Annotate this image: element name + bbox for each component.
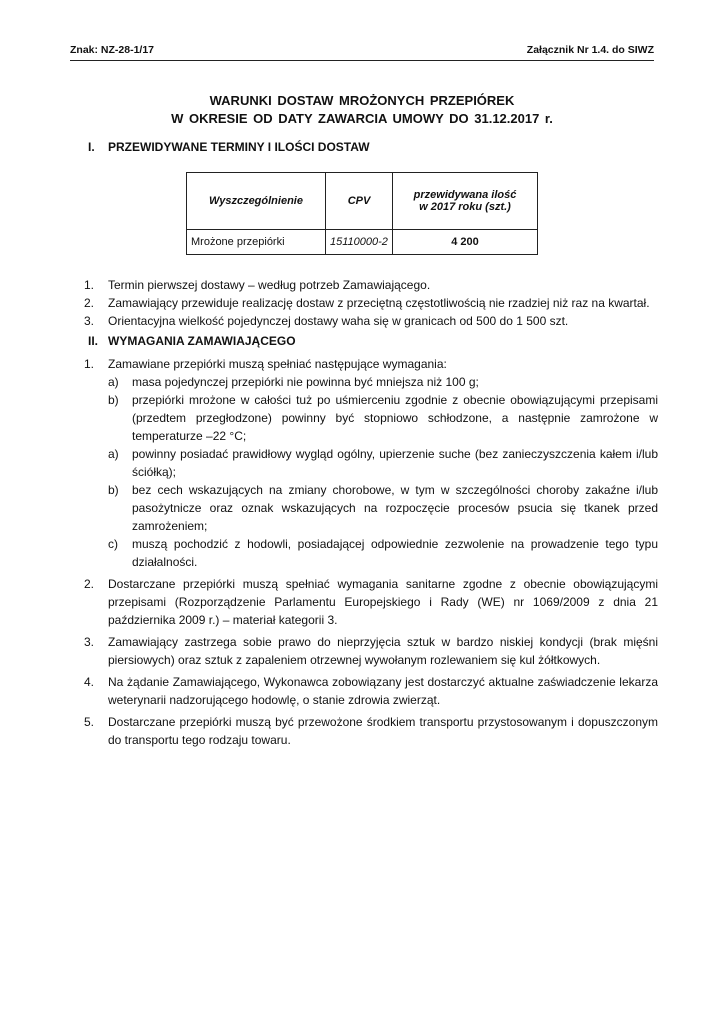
delivery-table <box>186 172 538 255</box>
list-item <box>84 294 658 312</box>
requirements-list <box>84 355 658 749</box>
list-item-text: Dostarczane przepiórki muszą być przewożone środkiem transportu przystosowanym i dopuszczonym do transportu tego rodzaju towaru. <box>108 715 658 747</box>
list-item <box>84 633 658 669</box>
list-item-text: Dostarczane przepiórki muszą spełniać wymagania sanitarne zgodne z obecnie obowiązującymi przepisami (Rozporządzenie Parlamentu Europejskiego i Rady (WE) nr 1069/2009 z dnia 21 października 2009 r.) – materiał kategorii 3. <box>108 577 658 627</box>
section-2-title: WYMAGANIA ZAMAWIAJĄCEGO <box>108 334 296 348</box>
list-item-number: 3. <box>84 314 95 328</box>
sub-item-text: muszą pochodzić z hodowli, posiadającej odpowiednie zezwolenie na prowadzenie tego typu działalności. <box>132 537 658 569</box>
attachment-label: Załącznik Nr 1.4. do SIWZ <box>526 44 654 56</box>
list-item-text: Zamawiający przewiduje realizację dostaw z przeciętną częstotliwością nie rzadziej niż raz na kwartał. <box>108 296 650 310</box>
list-item-number: 1. <box>84 278 95 292</box>
table-header-cpv: CPV <box>326 173 393 230</box>
table-header-row <box>187 173 538 230</box>
sub-item-letter: c) <box>108 537 118 551</box>
section-1-number: I. <box>88 140 95 154</box>
list-item <box>84 575 658 629</box>
list-item <box>84 276 658 294</box>
list-item-number: 2. <box>84 577 95 591</box>
list-item-number: 3. <box>84 635 95 649</box>
sub-list-item <box>108 373 658 391</box>
table-header-quantity <box>393 173 538 230</box>
header-divider <box>70 60 654 61</box>
list-item-number: 2. <box>84 296 95 310</box>
list-item <box>84 355 658 373</box>
sub-list-item <box>108 391 658 445</box>
sub-list-item <box>108 481 658 535</box>
table-cell-cpv: 15110000-2 <box>326 230 393 255</box>
sub-item-letter: a) <box>108 447 119 461</box>
sub-list <box>84 373 658 571</box>
list-item-text: Orientacyjna wielkość pojedynczej dostawy waha się w granicach od 500 do 1 500 szt. <box>108 314 569 328</box>
sub-item-text: przepiórki mrożone w całości tuż po uśmierceniu zgodnie z obecnie obowiązującymi przepisami (przedtem przegłodzone) powinny być stopniowo schłodzone, a następnie zamrożone w temperaturze –22 °C; <box>132 393 658 443</box>
sub-item-text: bez cech wskazujących na zmiany chorobowe, w tym w szczególności choroby zakaźne i/lub pasożytnicze oraz oznak wskazujących na rozpoczęcie procesów psucia się tkanek przed zamrożeniem; <box>132 483 658 533</box>
list-item <box>84 673 658 709</box>
table-header-item: Wyszczególnienie <box>187 173 326 230</box>
section-2-heading <box>88 334 296 348</box>
list-item-number: 4. <box>84 675 95 689</box>
list-item-text: Zamawiający zastrzega sobie prawo do nieprzyjęcia sztuk w bardzo niskiej kondycji (brak mięśni piersiowych) oraz sztuk z zapaleniem otrzewnej wywołanym rozlewaniem się kul żółtkowych. <box>108 635 658 667</box>
list-item-number: 5. <box>84 715 95 729</box>
sub-item-text: masa pojedynczej przepiórki nie powinna być mniejsza niż 100 g; <box>132 375 479 389</box>
title-line-2: W OKRESIE OD DATY ZAWARCIA UMOWY DO 31.12.2017 r. <box>171 111 553 126</box>
title-line-1: WARUNKI DOSTAW MROŻONYCH PRZEPIÓREK <box>209 93 515 108</box>
table-row <box>187 230 538 255</box>
section-2-number: II. <box>88 334 99 348</box>
sub-list-item <box>108 445 658 481</box>
list-item-number: 1. <box>84 357 95 371</box>
sub-item-letter: b) <box>108 483 119 497</box>
sub-item-text: powinny posiadać prawidłowy wygląd ogólny, upierzenie suche (bez zanieczyszczenia kałem i/lub ściółką); <box>132 447 658 479</box>
table-header-quantity-line-2: w 2017 roku (szt.) <box>419 201 511 213</box>
list-item <box>84 312 658 330</box>
section-1-title: PRZEWIDYWANE TERMINY I ILOŚCI DOSTAW <box>108 140 370 154</box>
document-reference: Znak: NZ-28-1/17 <box>70 44 155 56</box>
table-cell-item: Mrożone przepiórki <box>187 230 326 255</box>
list-item-text: Zamawiane przepiórki muszą spełniać następujące wymagania: <box>108 357 447 371</box>
sub-item-letter: b) <box>108 393 119 407</box>
list-item-text: Na żądanie Zamawiającego, Wykonawca zobowiązany jest dostarczyć aktualne zaświadczenie lekarza weterynarii nadzorującego hodowlę, o stanie zdrowia zwierząt. <box>108 675 658 707</box>
document-title <box>70 92 654 128</box>
list-item-text: Termin pierwszej dostawy – według potrzeb Zamawiającego. <box>108 278 431 292</box>
list-item <box>84 713 658 749</box>
table-header-quantity-line-1: przewidywana ilość <box>413 189 517 201</box>
section-1-heading <box>88 140 370 154</box>
delivery-terms-list <box>84 276 658 330</box>
table-cell-quantity: 4 200 <box>393 230 538 255</box>
sub-list-item <box>108 535 658 571</box>
sub-item-letter: a) <box>108 375 119 389</box>
